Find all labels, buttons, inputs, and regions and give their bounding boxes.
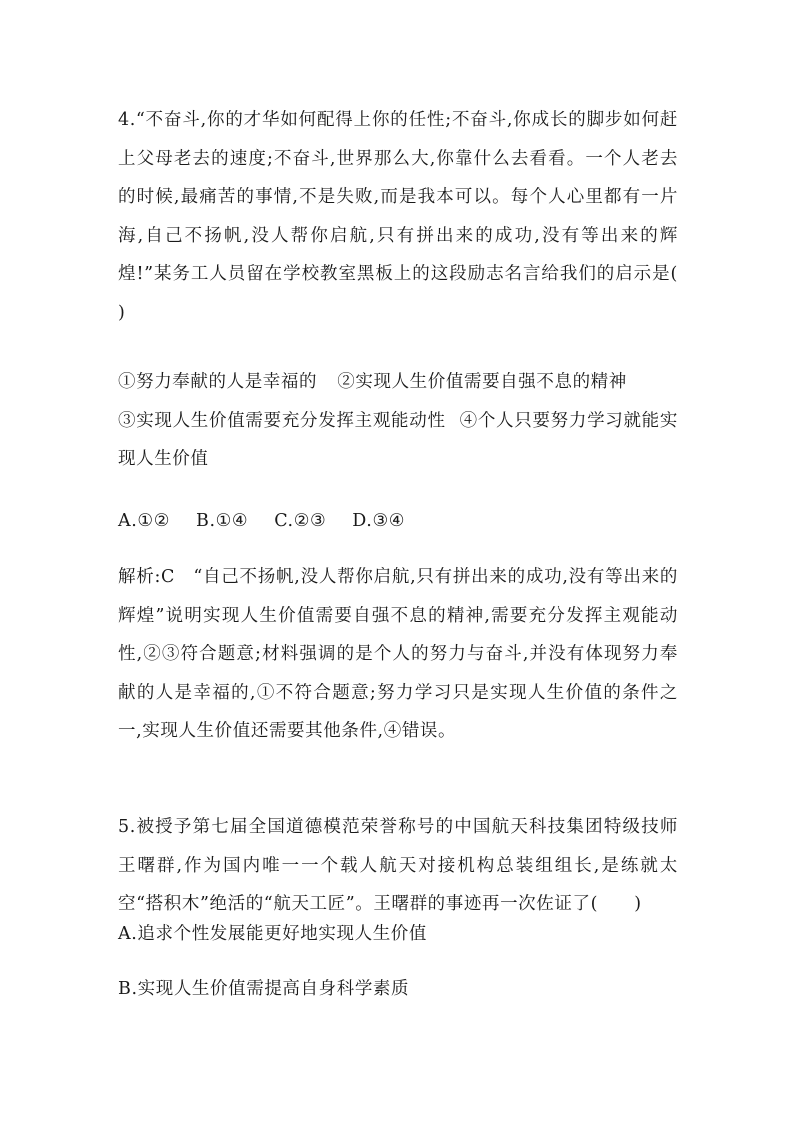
statement-line: [118, 363, 678, 402]
question-4-statements: [118, 363, 678, 479]
option-a: A.①②: [118, 511, 170, 531]
question-5-option-a: A.追求个性发展能更好地实现人生价值: [118, 924, 427, 944]
option-b: B.①④: [195, 511, 249, 531]
question-4-options: [118, 502, 431, 541]
statement-1: ①努力奉献的人是幸福的: [118, 372, 318, 392]
option-c: C.②③: [274, 511, 327, 531]
question-4-analysis: 解析:C “自己不扬帆,没人帮你启航,只有拼出来的成功,没有等出来的辉煌”说明实现人生价值需要自强不息的精神,需要充分发挥主观能动性,②③符合题意;材料强调的是个人的努力与奋斗,并没有体现努力奉献的人是幸福的,①不符合题意;努力学习只是实现人生价值的条件之一,实现人生价值还需要其他条件,④错误。: [118, 567, 678, 741]
question-4-stem: 4.“不奋斗,你的才华如何配得上你的任性;不奋斗,你成长的脚步如何赶上父母老去的速度;不奋斗,世界那么大,你靠什么去看看。一个人老去的时候,最痛苦的事情,不是失败,而是我本可以。每个人心里都有一片海,自己不扬帆,没人帮你启航,只有拼出来的成功,没有等出来的辉煌!”某务工人员留在学校教室黑板上的这段励志名言给我们的启示是( ): [118, 110, 715, 323]
statement-2: ②实现人生价值需要自强不息的精神: [337, 372, 627, 392]
question-5-option-b: B.实现人生价值需提高自身科学素质: [118, 979, 410, 999]
question-5-stem: 5.被授予第七届全国道德模范荣誉称号的中国航天科技集团特级技师王曙群,作为国内唯一一个载人航天对接机构总装组组长,是练就太空“搭积木”绝活的“航天工匠”。王曙群的事迹再一次佐证了( ): [118, 817, 678, 914]
statement-4: ④个人只要努力学习就能实现人生价值: [118, 410, 678, 469]
statement-3: ③实现人生价值需要充分发挥主观能动性: [118, 410, 446, 431]
option-d: D.③④: [352, 511, 406, 531]
